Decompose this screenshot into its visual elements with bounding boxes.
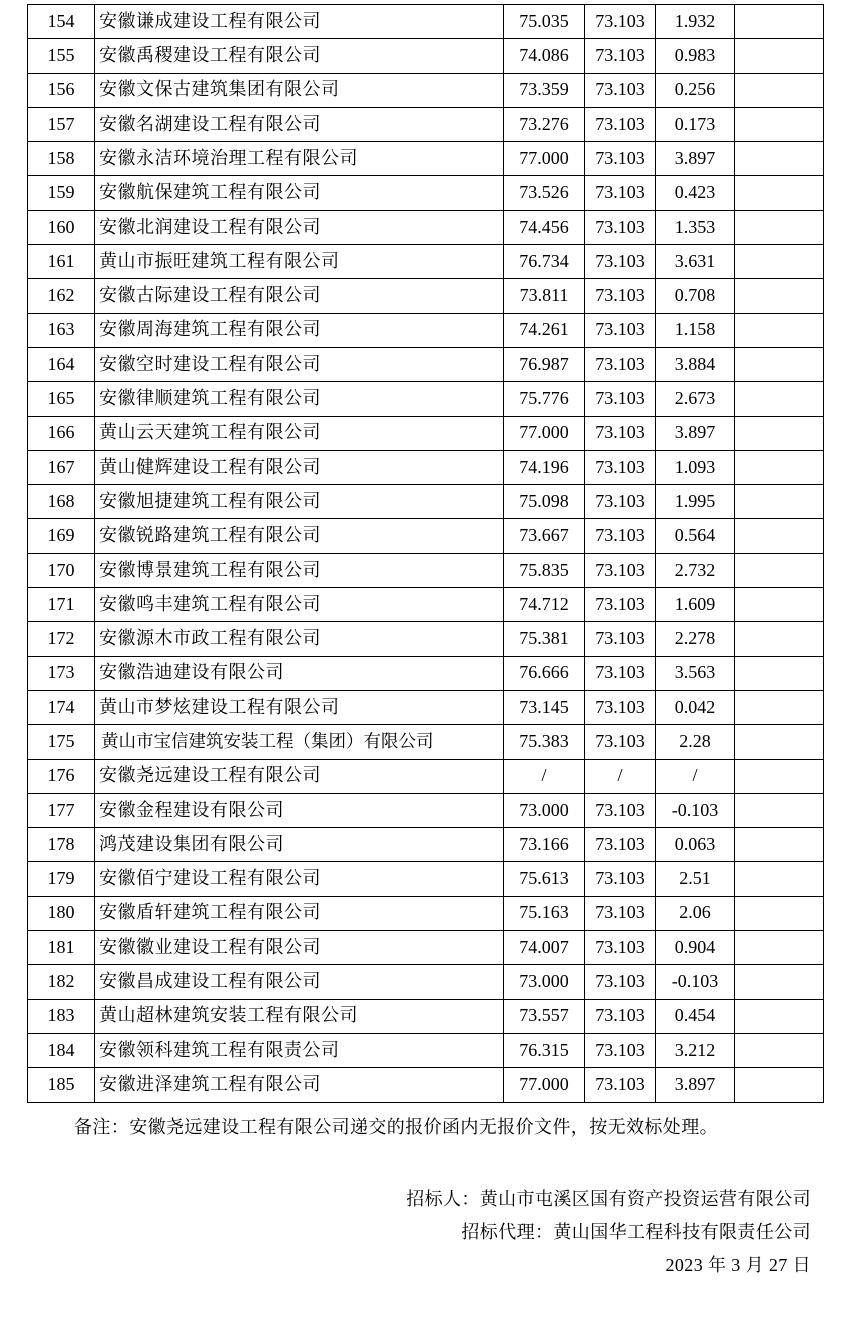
bidder-name-cell: 安徽领科建筑工程有限责公司 [95,1033,504,1067]
bidder-name-cell: 黄山云天建筑工程有限公司 [95,416,504,450]
bidder-name-cell: 黄山市梦炫建设工程有限公司 [95,690,504,724]
deviation-cell: 0.564 [656,519,735,553]
bid-results-table [27,4,824,1103]
base-price-cell: 73.103 [585,5,656,39]
table-row [28,828,824,862]
evaluated-price-cell: 77.000 [504,142,585,176]
remark-cell [735,931,824,965]
remark-cell [735,39,824,73]
remark-cell [735,313,824,347]
evaluated-price-cell: 74.196 [504,450,585,484]
deviation-cell: 0.708 [656,279,735,313]
bidder-name-cell: 安徽鸣丰建筑工程有限公司 [95,588,504,622]
row-index-cell: 155 [28,39,95,73]
evaluated-price-cell: 75.383 [504,725,585,759]
evaluated-price-cell: 73.000 [504,965,585,999]
evaluated-price-cell: 77.000 [504,416,585,450]
row-index-cell: 181 [28,931,95,965]
remark-cell [735,416,824,450]
row-index-cell: 160 [28,210,95,244]
table-row [28,416,824,450]
evaluated-price-cell: 73.526 [504,176,585,210]
remark-cell [735,1033,824,1067]
table-row [28,656,824,690]
row-index-cell: 177 [28,793,95,827]
table-row [28,450,824,484]
table-row [28,279,824,313]
evaluated-price-cell: 73.000 [504,793,585,827]
deviation-cell: 3.897 [656,142,735,176]
base-price-cell: 73.103 [585,279,656,313]
evaluated-price-cell: 73.145 [504,690,585,724]
bidder-name-cell: 安徽空时建设工程有限公司 [95,347,504,381]
bidder-name-cell: 鸿茂建设集团有限公司 [95,828,504,862]
base-price-cell: 73.103 [585,553,656,587]
evaluated-price-cell: / [504,759,585,793]
row-index-cell: 164 [28,347,95,381]
evaluated-price-cell: 74.261 [504,313,585,347]
bidder-name-cell: 安徽浩迪建设有限公司 [95,656,504,690]
remark-cell [735,896,824,930]
deviation-cell: 2.06 [656,896,735,930]
evaluated-price-cell: 73.359 [504,73,585,107]
row-index-cell: 166 [28,416,95,450]
row-index-cell: 182 [28,965,95,999]
document-footer [0,1183,851,1283]
table-row [28,382,824,416]
base-price-cell: 73.103 [585,862,656,896]
evaluated-price-cell: 76.315 [504,1033,585,1067]
bidder-name-cell: 安徽源木市政工程有限公司 [95,622,504,656]
base-price-cell: 73.103 [585,1033,656,1067]
row-index-cell: 180 [28,896,95,930]
evaluated-price-cell: 76.987 [504,347,585,381]
evaluated-price-cell: 73.276 [504,107,585,141]
row-index-cell: 176 [28,759,95,793]
bidder-name-cell: 安徽进泽建筑工程有限公司 [95,1068,504,1102]
bidder-name-cell: 安徽博景建筑工程有限公司 [95,553,504,587]
row-index-cell: 175 [28,725,95,759]
row-index-cell: 179 [28,862,95,896]
bidder-name-cell: 黄山市振旺建筑工程有限公司 [95,245,504,279]
bidder-name-cell: 安徽盾轩建筑工程有限公司 [95,896,504,930]
table-row [28,107,824,141]
deviation-cell: 3.212 [656,1033,735,1067]
remark-cell [735,107,824,141]
bidder-name-cell: 安徽昌成建设工程有限公司 [95,965,504,999]
table-row [28,793,824,827]
remark-cell [735,725,824,759]
table-row [28,759,824,793]
bidder-name-cell: 安徽锐路建筑工程有限公司 [95,519,504,553]
deviation-cell: / [656,759,735,793]
bidder-name-cell: 黄山超林建筑安装工程有限公司 [95,999,504,1033]
evaluated-price-cell: 74.086 [504,39,585,73]
table-row [28,313,824,347]
base-price-cell: 73.103 [585,416,656,450]
table-row [28,931,824,965]
deviation-cell: 1.609 [656,588,735,622]
deviation-cell: 0.256 [656,73,735,107]
table-row [28,73,824,107]
evaluated-price-cell: 75.613 [504,862,585,896]
bidder-name-cell: 安徽名湖建设工程有限公司 [95,107,504,141]
deviation-cell: 0.983 [656,39,735,73]
remark-cell [735,519,824,553]
row-index-cell: 158 [28,142,95,176]
row-index-cell: 183 [28,999,95,1033]
remark-cell [735,553,824,587]
bidder-name-cell: 安徽古际建设工程有限公司 [95,279,504,313]
evaluated-price-cell: 73.557 [504,999,585,1033]
row-index-cell: 156 [28,73,95,107]
evaluated-price-cell: 76.666 [504,656,585,690]
deviation-cell: 2.28 [656,725,735,759]
bidder-name-cell: 安徽旭捷建筑工程有限公司 [95,485,504,519]
base-price-cell: 73.103 [585,39,656,73]
base-price-cell: 73.103 [585,588,656,622]
deviation-cell: 2.732 [656,553,735,587]
bidder-name-cell: 安徽谦成建设工程有限公司 [95,5,504,39]
remark-cell [735,279,824,313]
table-row [28,622,824,656]
base-price-cell: 73.103 [585,931,656,965]
remark-cell [735,759,824,793]
remark-cell [735,588,824,622]
deviation-cell: 0.063 [656,828,735,862]
remark-cell [735,656,824,690]
table-row [28,725,824,759]
base-price-cell: 73.103 [585,656,656,690]
deviation-cell: 0.904 [656,931,735,965]
remark-cell [735,690,824,724]
bidder-name-cell: 安徽航保建筑工程有限公司 [95,176,504,210]
remark-cell [735,793,824,827]
evaluated-price-cell: 74.712 [504,588,585,622]
bidder-name-cell: 安徽尧远建设工程有限公司 [95,759,504,793]
base-price-cell: 73.103 [585,965,656,999]
evaluated-price-cell: 73.166 [504,828,585,862]
table-row [28,896,824,930]
base-price-cell: 73.103 [585,142,656,176]
base-price-cell: 73.103 [585,347,656,381]
remark-cell [735,965,824,999]
row-index-cell: 174 [28,690,95,724]
base-price-cell: 73.103 [585,382,656,416]
base-price-cell: 73.103 [585,450,656,484]
remark-cell [735,862,824,896]
footer-date: 2023 年 3 月 27 日 [665,1255,811,1276]
row-index-cell: 171 [28,588,95,622]
bidder-name-cell: 安徽佰宁建设工程有限公司 [95,862,504,896]
deviation-cell: 2.278 [656,622,735,656]
bidder-name-cell: 黄山健辉建设工程有限公司 [95,450,504,484]
deviation-cell: 1.158 [656,313,735,347]
row-index-cell: 172 [28,622,95,656]
table-row [28,965,824,999]
remark-cell [735,999,824,1033]
bidder-name-cell: 安徽北润建设工程有限公司 [95,210,504,244]
bidder-name-cell: 黄山市宝信建筑安装工程（集团）有限公司 [95,725,504,759]
row-index-cell: 167 [28,450,95,484]
base-price-cell: 73.103 [585,313,656,347]
row-index-cell: 162 [28,279,95,313]
table-row [28,1033,824,1067]
remark-cell [735,73,824,107]
remark-cell [735,245,824,279]
bidder-name-cell: 安徽律顺建筑工程有限公司 [95,382,504,416]
remark-cell [735,347,824,381]
row-index-cell: 165 [28,382,95,416]
deviation-cell: 3.897 [656,1068,735,1102]
evaluated-price-cell: 76.734 [504,245,585,279]
evaluated-price-cell: 75.098 [504,485,585,519]
deviation-cell: 1.995 [656,485,735,519]
base-price-cell: 73.103 [585,73,656,107]
table-row [28,519,824,553]
remark-cell [735,450,824,484]
remark-cell [735,622,824,656]
evaluated-price-cell: 73.811 [504,279,585,313]
evaluated-price-cell: 75.381 [504,622,585,656]
table-row [28,485,824,519]
deviation-cell: 2.51 [656,862,735,896]
evaluated-price-cell: 75.776 [504,382,585,416]
bidder-name-cell: 安徽禹稷建设工程有限公司 [95,39,504,73]
base-price-cell: 73.103 [585,999,656,1033]
evaluated-price-cell: 77.000 [504,1068,585,1102]
row-index-cell: 169 [28,519,95,553]
table-row [28,999,824,1033]
evaluated-price-cell: 74.456 [504,210,585,244]
remark-cell [735,210,824,244]
base-price-cell: 73.103 [585,245,656,279]
table-row [28,553,824,587]
deviation-cell: 3.563 [656,656,735,690]
bidder-name-cell: 安徽徽业建设工程有限公司 [95,931,504,965]
evaluated-price-cell: 74.007 [504,931,585,965]
deviation-cell: -0.103 [656,793,735,827]
base-price-cell: 73.103 [585,793,656,827]
deviation-cell: 3.897 [656,416,735,450]
table-row [28,5,824,39]
row-index-cell: 157 [28,107,95,141]
deviation-cell: 0.423 [656,176,735,210]
base-price-cell: 73.103 [585,107,656,141]
row-index-cell: 185 [28,1068,95,1102]
base-price-cell: 73.103 [585,896,656,930]
table-row [28,245,824,279]
deviation-cell: 3.631 [656,245,735,279]
table-row [28,862,824,896]
evaluated-price-cell: 75.035 [504,5,585,39]
base-price-cell: 73.103 [585,690,656,724]
row-index-cell: 173 [28,656,95,690]
base-price-cell: 73.103 [585,210,656,244]
evaluated-price-cell: 75.835 [504,553,585,587]
row-index-cell: 161 [28,245,95,279]
remark-cell [735,142,824,176]
table-note: 备注：安徽尧远建设工程有限公司递交的报价函内无报价文件，按无效标处理。 [74,1116,718,1137]
base-price-cell: 73.103 [585,1068,656,1102]
row-index-cell: 154 [28,5,95,39]
footer-tenderer: 招标人：黄山市屯溪区国有资产投资运营有限公司 [406,1188,811,1209]
row-index-cell: 178 [28,828,95,862]
row-index-cell: 184 [28,1033,95,1067]
table-row [28,690,824,724]
remark-cell [735,382,824,416]
deviation-cell: 0.173 [656,107,735,141]
table-row [28,142,824,176]
base-price-cell: 73.103 [585,828,656,862]
base-price-cell: 73.103 [585,725,656,759]
table-row [28,39,824,73]
row-index-cell: 159 [28,176,95,210]
remark-cell [735,485,824,519]
deviation-cell: -0.103 [656,965,735,999]
row-index-cell: 163 [28,313,95,347]
table-row [28,210,824,244]
base-price-cell: 73.103 [585,519,656,553]
bidder-name-cell: 安徽金程建设有限公司 [95,793,504,827]
base-price-cell: / [585,759,656,793]
table-body [28,5,824,1103]
row-index-cell: 168 [28,485,95,519]
remark-cell [735,828,824,862]
remark-cell [735,1068,824,1102]
deviation-cell: 3.884 [656,347,735,381]
base-price-cell: 73.103 [585,485,656,519]
evaluated-price-cell: 75.163 [504,896,585,930]
document-page [0,4,851,1334]
table-row [28,347,824,381]
bidder-name-cell: 安徽永洁环境治理工程有限公司 [95,142,504,176]
deviation-cell: 0.042 [656,690,735,724]
row-index-cell: 170 [28,553,95,587]
deviation-cell: 1.353 [656,210,735,244]
deviation-cell: 1.093 [656,450,735,484]
remark-cell [735,5,824,39]
base-price-cell: 73.103 [585,176,656,210]
evaluated-price-cell: 73.667 [504,519,585,553]
bidder-name-cell: 安徽周海建筑工程有限公司 [95,313,504,347]
deviation-cell: 1.932 [656,5,735,39]
bidder-name-cell: 安徽文保古建筑集团有限公司 [95,73,504,107]
remark-cell [735,176,824,210]
deviation-cell: 2.673 [656,382,735,416]
table-row [28,588,824,622]
table-row [28,1068,824,1102]
footer-agent: 招标代理：黄山国华工程科技有限责任公司 [461,1221,811,1242]
deviation-cell: 0.454 [656,999,735,1033]
base-price-cell: 73.103 [585,622,656,656]
table-row [28,176,824,210]
